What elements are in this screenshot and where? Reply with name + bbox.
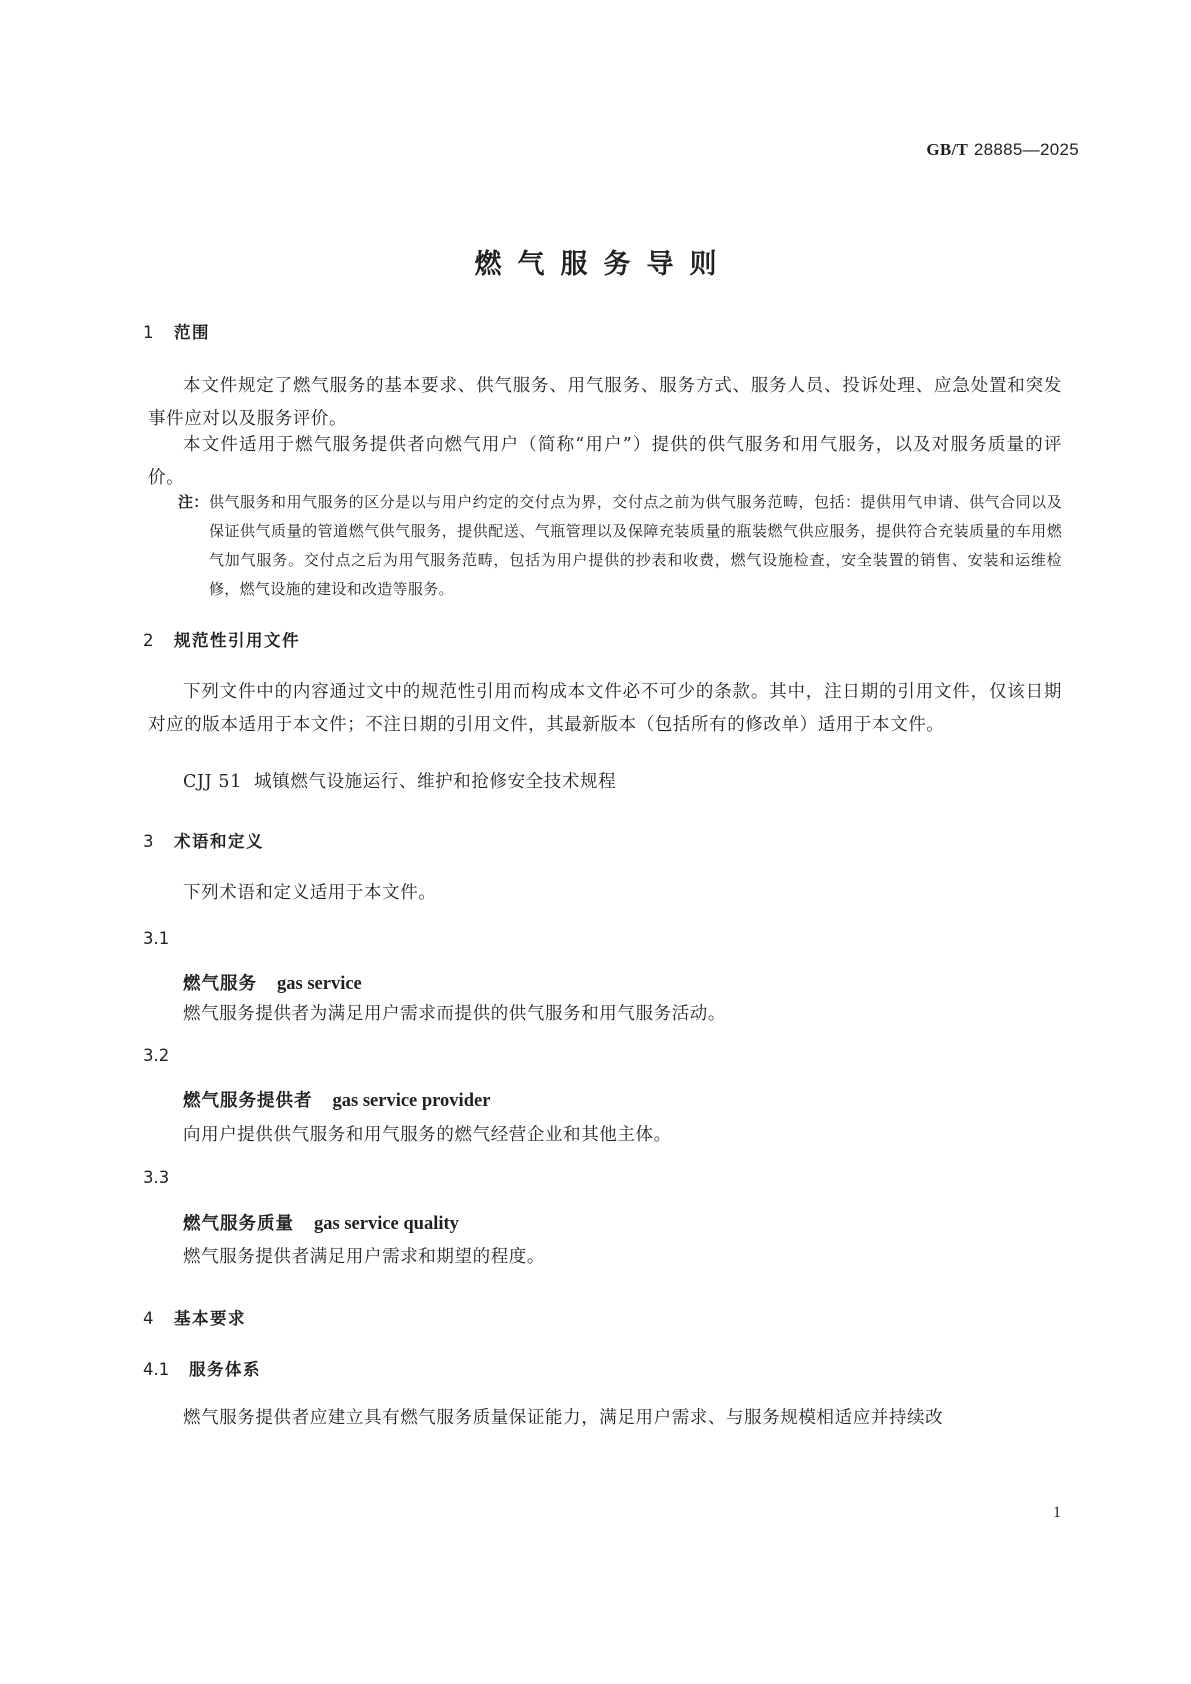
term-english: gas service — [277, 974, 362, 994]
page-number: 1 — [1053, 1504, 1061, 1521]
section-number: 1 — [143, 323, 154, 342]
term-heading — [183, 970, 362, 995]
section-title: 规范性引用文件 — [174, 631, 300, 650]
term-english: gas service quality — [314, 1214, 459, 1234]
document-title: 燃气服务导则 — [474, 249, 733, 280]
section-number: 4 — [143, 1309, 154, 1328]
term-heading — [183, 1087, 490, 1112]
section-number: 3 — [143, 832, 154, 851]
term-number: 3.1 — [143, 929, 170, 948]
section-number: 2 — [143, 631, 154, 650]
term-chinese: 燃气服务质量 — [183, 1214, 294, 1234]
standard-code: GB/T — [926, 140, 969, 159]
section-title: 服务体系 — [189, 1360, 261, 1379]
term-chinese: 燃气服务 — [183, 974, 257, 994]
term-number: 3.2 — [143, 1046, 170, 1065]
section-3-paragraph-1: 下列术语和定义适用于本文件。 — [183, 883, 437, 903]
subsection-4-1-heading — [143, 1356, 261, 1380]
standard-serial: 28885—2025 — [973, 140, 1079, 159]
section-1-heading — [143, 319, 210, 343]
term-chinese: 燃气服务提供者 — [183, 1091, 313, 1111]
section-4-1-paragraph-1: 燃气服务提供者应建立具有燃气服务质量保证能力，满足用户需求、与服务规模相适应并持续改 — [183, 1408, 944, 1428]
term-definition: 燃气服务提供者满足用户需求和期望的程度。 — [183, 1247, 545, 1267]
term-heading — [183, 1210, 459, 1235]
term-definition: 向用户提供供气服务和用气服务的燃气经营企业和其他主体。 — [183, 1125, 672, 1145]
section-1-note — [178, 488, 1062, 604]
section-4-heading — [143, 1305, 246, 1329]
term-definition: 燃气服务提供者为满足用户需求而提供的供气服务和用气服务活动。 — [183, 1004, 726, 1024]
term-number: 3.3 — [143, 1168, 170, 1187]
section-3-heading — [143, 828, 264, 852]
section-title: 范围 — [174, 323, 210, 342]
section-2-paragraph-1: 下列文件中的内容通过文中的规范性引用而构成本文件必不可少的条款。其中，注日期的引用文件，仅该日期对应的版本适用于本文件；不注日期的引用文件，其最新版本（包括所有的修改单）适用于本文件。 — [148, 682, 1062, 735]
normative-reference: CJJ 51 城镇燃气设施运行、维护和抢修安全技术规程 — [183, 772, 617, 792]
section-title: 术语和定义 — [174, 832, 264, 851]
term-english: gas service provider — [332, 1091, 491, 1111]
note-label: 注： — [178, 493, 209, 511]
section-number: 4.1 — [143, 1360, 170, 1379]
section-2-heading — [143, 627, 300, 651]
note-text: 供气服务和用气服务的区分是以与用户约定的交付点为界，交付点之前为供气服务范畴，包括：提供用气申请、供气合同以及保证供气质量的管道燃气供气服务，提供配送、气瓶管理以及保障充装质量的瓶装燃气供应服务，提供符合充装质量的车用燃气加气服务。交付点之后为用气服务范畴，包括为用户提供的抄表和收费，燃气设施检查，安全装置的销售、安装和运维检修，燃气设施的建设和改造等服务。 — [209, 493, 1062, 598]
section-1-paragraph-1: 本文件规定了燃气服务的基本要求、供气服务、用气服务、服务方式、服务人员、投诉处理、应急处置和突发事件应对以及服务评价。 — [148, 376, 1062, 429]
standard-number — [926, 140, 1079, 160]
section-title: 基本要求 — [174, 1309, 246, 1328]
section-1-paragraph-2: 本文件适用于燃气服务提供者向燃气用户（简称“用户”）提供的供气服务和用气服务，以及对服务质量的评价。 — [148, 435, 1062, 488]
